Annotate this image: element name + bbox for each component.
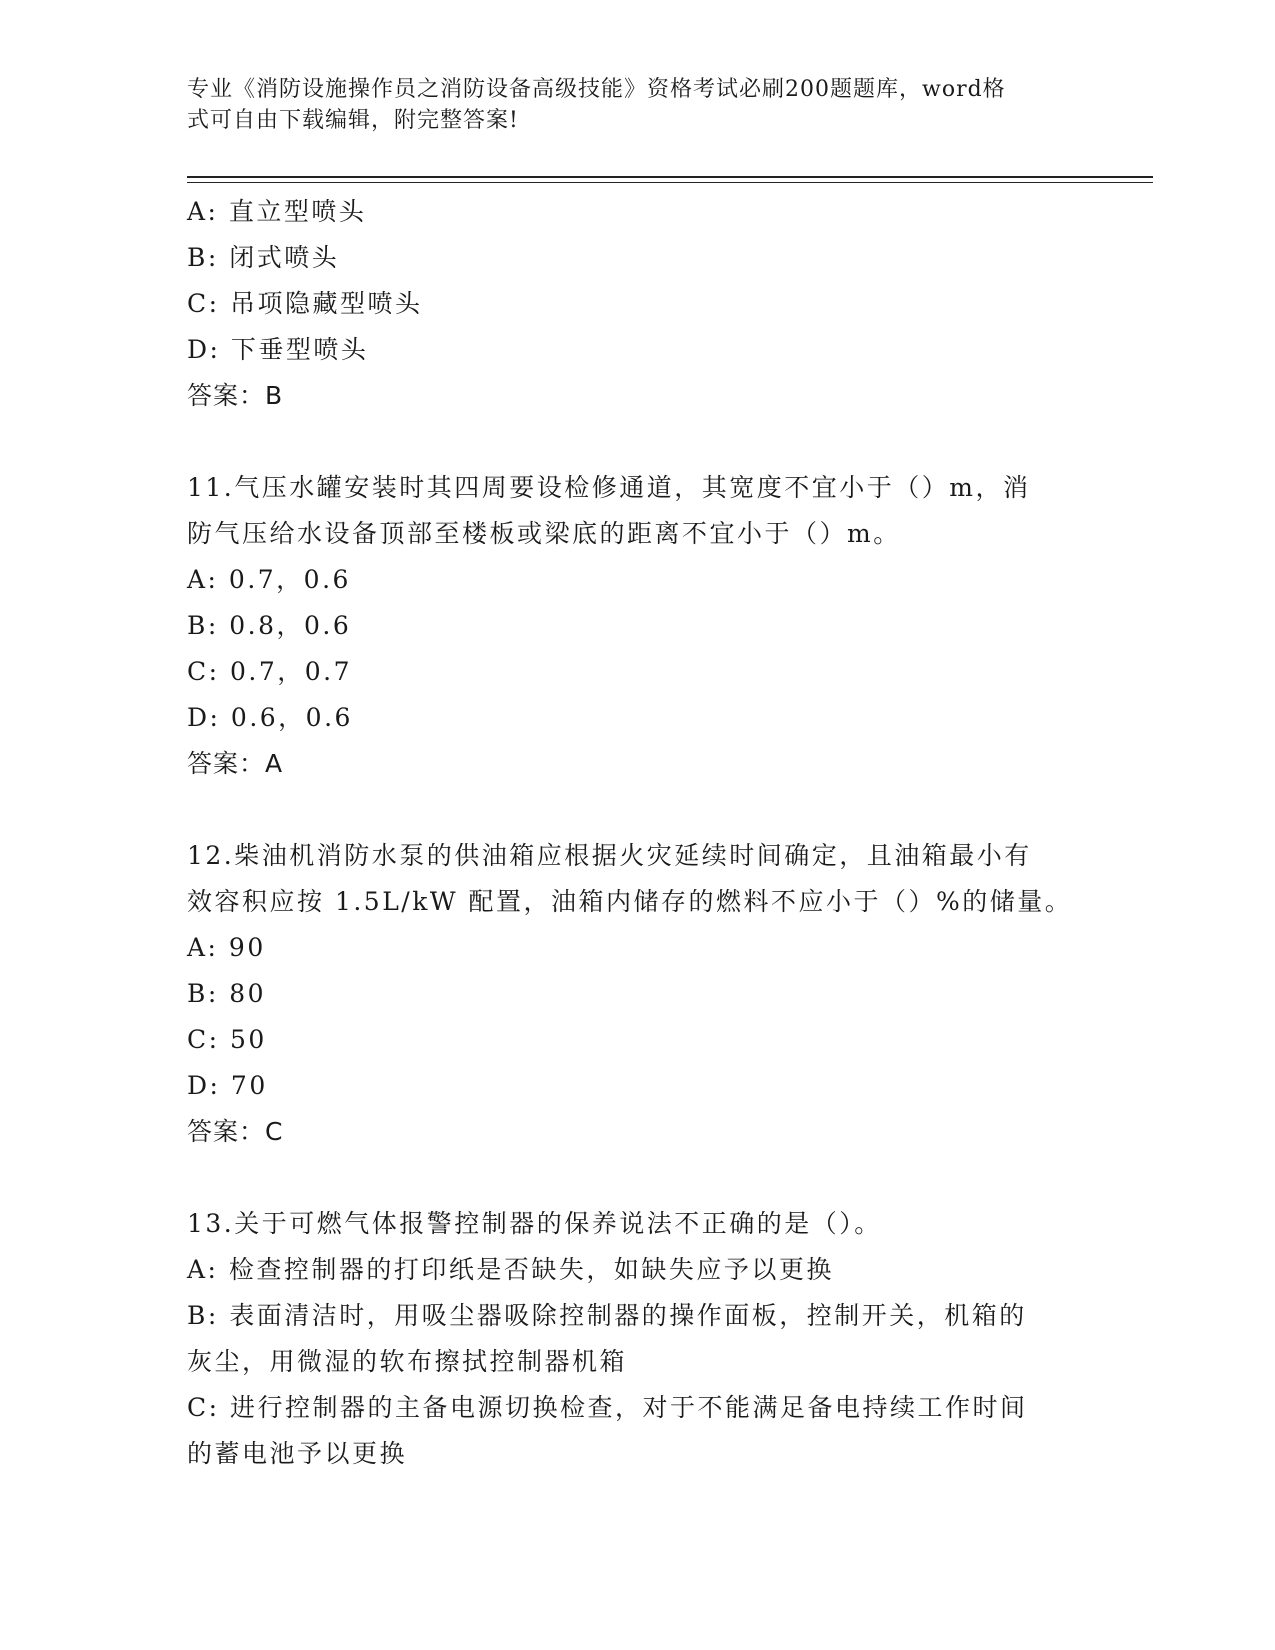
header-rule-thin <box>187 182 1153 183</box>
question-text-line-1: 11.气压水罐安装时其四周要设检修通道，其宽度不宜小于（）m，消 <box>187 473 1031 502</box>
spacer <box>187 419 1087 465</box>
option-d: D: 0.6，0.6 <box>187 703 353 732</box>
option-b: B: 0.8，0.6 <box>187 611 352 640</box>
header-rule-thick <box>187 176 1153 178</box>
option-a: A: 直立型喷头 <box>187 197 367 226</box>
question-text-line-2: 防气压给水设备顶部至楼板或梁底的距离不宜小于（）m。 <box>187 519 901 548</box>
spacer <box>187 787 1087 833</box>
option-b-line-2: 灰尘，用微湿的软布擦拭控制器机箱 <box>187 1347 628 1376</box>
option-c: C: 50 <box>187 1025 267 1054</box>
question-10 <box>187 189 1087 419</box>
option-b: B: 80 <box>187 979 267 1008</box>
option-c-line-1: C: 进行控制器的主备电源切换检查，对于不能满足备电持续工作时间 <box>187 1393 1028 1422</box>
question-text-line-1: 13.关于可燃气体报警控制器的保养说法不正确的是（）。 <box>187 1209 882 1238</box>
header-line-1: 专业《消防设施操作员之消防设备高级技能》资格考试必刷200题题库，word格 <box>187 77 1006 102</box>
option-a: A: 检查控制器的打印纸是否缺失，如缺失应予以更换 <box>187 1255 834 1284</box>
question-text-line-1: 12.柴油机消防水泵的供油箱应根据火灾延续时间确定，且油箱最小有 <box>187 841 1032 870</box>
option-c: C: 0.7，0.7 <box>187 657 353 686</box>
option-b-line-1: B: 表面清洁时，用吸尘器吸除控制器的操作面板，控制开关，机箱的 <box>187 1301 1027 1330</box>
document-header <box>187 74 1067 136</box>
option-c: C: 吊项隐藏型喷头 <box>187 289 423 318</box>
option-d: D: 70 <box>187 1071 268 1100</box>
option-d: D: 下垂型喷头 <box>187 335 369 364</box>
question-12 <box>187 833 1087 1155</box>
header-line-2: 式可自由下载编辑，附完整答案! <box>187 108 519 133</box>
question-text-line-2: 效容积应按 1.5L/kW 配置，油箱内储存的燃料不应小于（）%的储量。 <box>187 887 1073 916</box>
option-c-line-2: 的蓄电池予以更换 <box>187 1439 408 1468</box>
answer: 答案：C <box>187 1117 284 1146</box>
answer: 答案：A <box>187 749 284 778</box>
option-b: B: 闭式喷头 <box>187 243 340 272</box>
question-13 <box>187 1201 1087 1477</box>
option-a: A: 0.7，0.6 <box>187 565 351 594</box>
option-a: A: 90 <box>187 933 266 962</box>
document-body <box>187 189 1087 1477</box>
spacer <box>187 1155 1087 1201</box>
question-11 <box>187 465 1087 787</box>
answer: 答案：B <box>187 381 284 410</box>
